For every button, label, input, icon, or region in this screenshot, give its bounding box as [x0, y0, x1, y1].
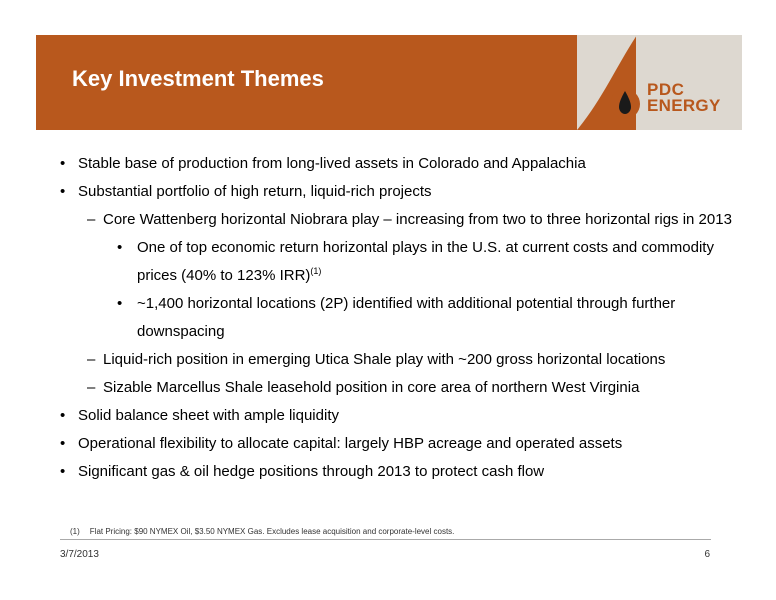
- footer-divider: [60, 539, 711, 540]
- sub-bullet-marcellus: – Sizable Marcellus Shale leasehold position in core area of northern West Virginia: [60, 374, 740, 402]
- bullet-list: [60, 150, 740, 486]
- sub-bullet-utica: – Liquid-rich position in emerging Utica Shale play with ~200 gross horizontal locations: [60, 346, 740, 374]
- slide-header: [36, 35, 742, 130]
- bullet-portfolio: • Substantial portfolio of high return, liquid-rich projects: [60, 178, 740, 206]
- economic-return-text: One of top economic return horizontal plays in the U.S. at current costs and commodity prices (40% to 123% IRR): [137, 239, 714, 284]
- oil-drop-icon: [607, 82, 643, 122]
- bullet-operational-flexibility: • Operational flexibility to allocate capital: largely HBP acreage and operated assets: [60, 430, 740, 458]
- footnote: [70, 527, 454, 536]
- sub-sub-bullet-economic-return: [60, 234, 740, 290]
- bullet-balance-sheet: • Solid balance sheet with ample liquidity: [60, 402, 740, 430]
- logo-line-pdc: PDC: [647, 80, 685, 99]
- logo-line-energy: ENERGY: [647, 96, 721, 115]
- footnote-number: (1): [70, 527, 80, 536]
- pdc-energy-logo: [607, 82, 742, 122]
- bullet-hedge-positions: • Significant gas & oil hedge positions through 2013 to protect cash flow: [60, 458, 740, 486]
- logo-wordmark: [647, 82, 721, 114]
- footnote-text: Flat Pricing: $90 NYMEX Oil, $3.50 NYMEX Gas. Excludes lease acquisition and corporate-level costs.: [89, 527, 455, 536]
- sub-bullet-wattenberg: – Core Wattenberg horizontal Niobrara play – increasing from two to three horizontal rigs in 2013: [60, 206, 740, 234]
- slide-title: Key Investment Themes: [72, 66, 324, 91]
- footer-date: 3/7/2013: [60, 549, 99, 560]
- bullet-stable-base: • Stable base of production from long-lived assets in Colorado and Appalachia: [60, 150, 740, 178]
- sub-sub-bullet-locations: • ~1,400 horizontal locations (2P) identified with additional potential through further downspacing: [60, 290, 740, 346]
- page-number: 6: [704, 549, 710, 560]
- footnote-ref: (1): [310, 266, 322, 276]
